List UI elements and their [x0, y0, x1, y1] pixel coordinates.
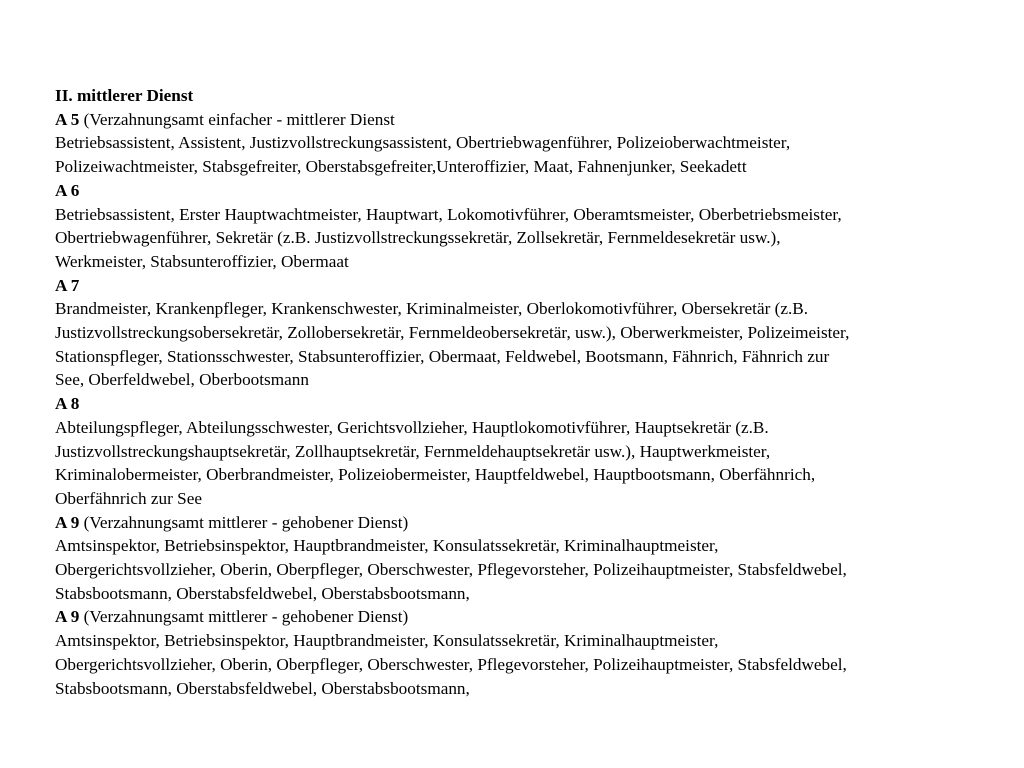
section-text-line: Abteilungspfleger, Abteilungsschwester, Gerichtsvollzieher, Hauptlokomotivführer, Hauptsekretär (z.B.: [55, 417, 769, 437]
section-text-line: Kriminalobermeister, Oberbrandmeister, Polizeiobermeister, Hauptfeldwebel, Hauptbootsmann, Oberfähnrich,: [55, 465, 816, 485]
grade-heading-line: [55, 108, 990, 132]
section-text-line: Justizvollstreckungshauptsekretär, Zollhauptsekretär, Fernmeldehauptsekretär usw.), Hauptwerkmeister,: [55, 441, 771, 461]
grade-label: A 5: [55, 109, 80, 129]
section-text-line: Stabsbootsmann, Oberstabsfeldwebel, Oberstabsbootsmann,: [55, 678, 470, 698]
section-text-line: Betriebsassistent, Assistent, Justizvollstreckungsassistent, Obertriebwagenführer, Polizeioberwachtmeister,: [55, 133, 791, 153]
section-text-line: Polizeiwachtmeister, Stabsgefreiter, Oberstabsgefreiter,Unteroffizier, Maat, Fahnenjunker, Seekadett: [55, 157, 747, 177]
grade-heading-line: [55, 605, 990, 629]
section-text-line: Stabsbootsmann, Oberstabsfeldwebel, Oberstabsbootsmann,: [55, 583, 470, 603]
section-text-line: Justizvollstreckungsobersekretär, Zollobersekretär, Fernmeldeobersekretär, usw.), Oberwerkmeister, Polizeimeister,: [55, 323, 850, 343]
section-text-line: Betriebsassistent, Erster Hauptwachtmeister, Hauptwart, Lokomotivführer, Oberamtsmeister, Oberbetriebsmeister,: [55, 204, 842, 224]
section-text-line: Obertriebwagenführer, Sekretär (z.B. Justizvollstreckungssekretär, Zollsekretär, Fernmeldesekretär usw.),: [55, 228, 781, 248]
grade-label: A 9: [55, 512, 80, 532]
grade-label: A 6: [55, 180, 80, 200]
section-text-line: Amtsinspektor, Betriebsinspektor, Hauptbrandmeister, Konsulatssekretär, Kriminalhauptmeister,: [55, 536, 719, 556]
section-text-line: See, Oberfeldwebel, Oberbootsmann: [55, 370, 309, 390]
grade-label: A 7: [55, 275, 80, 295]
page-title: II. mittlerer Dienst: [55, 86, 194, 105]
grade-note: (Verzahnungsamt mittlerer - gehobener Dienst): [79, 512, 409, 532]
grade-label: A 9: [55, 607, 80, 627]
section-text-line: Obergerichtsvollzieher, Oberin, Oberpfleger, Oberschwester, Pflegevorsteher, Polizeihauptmeister, Stabsfeldwebel,: [55, 654, 847, 674]
grade-section-a9-repeat: [55, 605, 990, 700]
grade-note: (Verzahnungsamt mittlerer - gehobener Dienst): [79, 607, 409, 627]
section-text-line: Werkmeister, Stabsunteroffizier, Obermaat: [55, 251, 349, 271]
section-text-line: Amtsinspektor, Betriebsinspektor, Hauptbrandmeister, Konsulatssekretär, Kriminalhauptmeister,: [55, 631, 719, 651]
grade-note: (Verzahnungsamt einfacher - mittlerer Dienst: [79, 109, 395, 129]
grade-section-a5: [55, 108, 990, 179]
grade-heading-line: [55, 274, 990, 298]
grade-section-a6: [55, 179, 990, 274]
section-text-line: Brandmeister, Krankenpfleger, Krankenschwester, Kriminalmeister, Oberlokomotivführer, Obersekretär (z.B.: [55, 299, 809, 319]
grade-section-a7: [55, 274, 990, 393]
grade-label: A 8: [55, 394, 80, 414]
grade-section-a8: [55, 392, 990, 511]
document-body: [55, 84, 990, 700]
grade-section-a9: [55, 511, 990, 606]
section-text-line: Obergerichtsvollzieher, Oberin, Oberpfleger, Oberschwester, Pflegevorsteher, Polizeihauptmeister, Stabsfeldwebel,: [55, 560, 847, 580]
section-text-line: Stationspfleger, Stationsschwester, Stabsunteroffizier, Obermaat, Feldwebel, Bootsmann, Fähnrich, Fähnrich zur: [55, 346, 830, 366]
grade-heading-line: [55, 179, 990, 203]
grade-heading-line: [55, 511, 990, 535]
section-text-line: Oberfähnrich zur See: [55, 488, 202, 508]
grade-heading-line: [55, 392, 990, 416]
